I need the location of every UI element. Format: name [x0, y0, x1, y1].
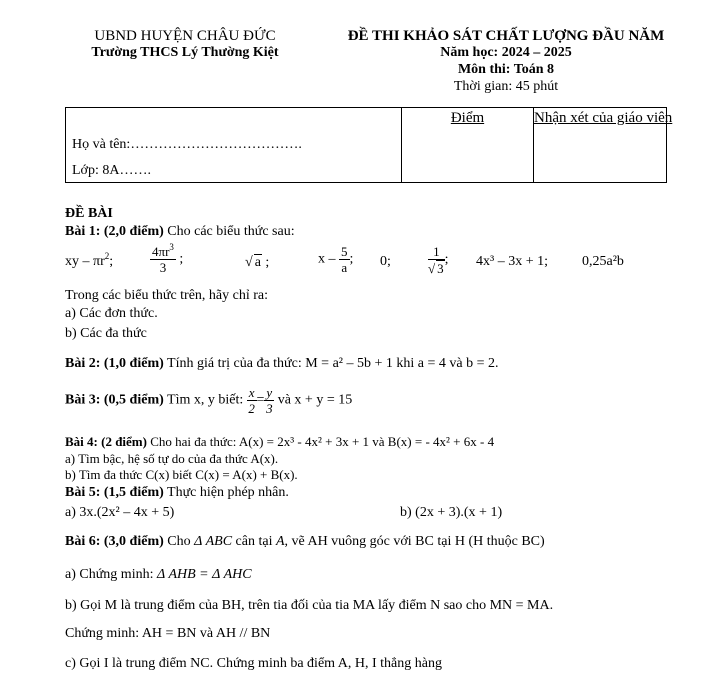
exam-title: ĐỀ THI KHẢO SÁT CHẤT LƯỢNG ĐẦU NĂM	[347, 28, 665, 44]
duration: Thời gian: 45 phút	[453, 79, 559, 94]
bai1-points: : (2,0 điểm)	[95, 224, 164, 239]
bai6-part-c: c) Gọi I là trung điểm NC. Chứng minh ba điểm A, H, I thẳng hàng	[65, 656, 442, 671]
student-info-table	[65, 107, 673, 183]
bai1-expr1: xy – $\pi r^2$;	[65, 251, 114, 269]
bai2-label: Bài 2	[65, 356, 96, 371]
bai6-label: Bài 6	[65, 534, 96, 549]
student-info-cell	[66, 108, 402, 183]
bai5-part-b: b) (2x + 3).(x + 1)	[400, 505, 503, 520]
bai2-text: Tính giá trị của đa thức: M = a² – 5b + 1 khi a = 4 và b = 2.	[163, 356, 499, 371]
bai1-expr5: 0;	[380, 254, 391, 269]
bai1-expr7: 4x³ – 3x + 1;	[476, 254, 548, 269]
bai1-expr2: $\frac{4\pi r^3}{3}$ ;	[152, 242, 184, 275]
bai6-part-b: b) Gọi M là trung điểm của BH, trên tia đối của tia MA lấy điểm N sao cho MN = MA.	[65, 598, 554, 613]
score-header: Điểm	[450, 110, 485, 126]
bai2-points: : (1,0 điểm)	[95, 356, 164, 371]
bai1-expr8: 0,25a²b	[582, 254, 624, 269]
school-year: Năm học: 2024 – 2025	[440, 45, 572, 60]
bai6-part-b2: Chứng minh: AH = BN và AH // BN	[65, 626, 271, 641]
bai6-points: : (3,0 điểm)	[95, 534, 164, 549]
bai1-text: Cho các biểu thức sau:	[163, 224, 295, 239]
bai6-part-a: a) Chứng minh: Δ AHB = Δ AHC	[65, 567, 252, 582]
bai1-expr6: $\frac{1}{√ 3}$ ;	[428, 244, 449, 276]
school-name: Trường THCS Lý Thường Kiệt	[91, 45, 279, 60]
bai5-text: Thực hiện phép nhân.	[163, 485, 289, 500]
bai1-heading	[65, 224, 295, 240]
section-title: ĐỀ BÀI	[65, 206, 113, 221]
school-authority: UBND HUYỆN CHÂU ĐỨC	[94, 28, 276, 44]
bai4-text: Cho hai đa thức: A(x) = 2x³ - 4x² + 3x + 1 và B(x) = - 4x² + 6x - 4	[146, 434, 495, 449]
bai3-text: Tìm x, y biết:	[163, 392, 244, 408]
bai6: Bài 6: (3,0 điểm) Cho Δ ABC cân tại A, vẽ AH vuông góc với BC tại H (H thuộc BC)	[65, 534, 545, 549]
comment-cell	[534, 108, 673, 183]
bai5-label: Bài 5: (1,5 điểm)	[65, 485, 164, 500]
comment-header: Nhận xét của giáo viên	[534, 110, 673, 126]
bai1-question: Trong các biểu thức trên, hãy chỉ ra:	[65, 288, 269, 303]
bai4-part-a: a) Tìm bậc, hệ số tự do của đa thức A(x).	[65, 451, 279, 466]
subject: Môn thi: Toán 8	[457, 62, 555, 77]
bai3-tail: và x + y = 15	[277, 392, 353, 408]
score-cell	[402, 108, 534, 183]
bai4-label: Bài 4: (2 điểm)	[65, 434, 147, 449]
bai5-part-a: a) 3x.(2x² – 4x + 5)	[65, 505, 175, 520]
bai1-expr3: √ a ;	[245, 255, 270, 270]
bai1-expr4: x – $\frac{5}{a}$ ;	[318, 244, 354, 275]
bai1-part-a: a) Các đơn thức.	[65, 306, 158, 321]
bai3: Bài 3: (0,5 điểm) Tìm x, y biết: $\frac{x}{2}$ = $\frac{y}{3}$ và x + y = 15	[65, 385, 353, 416]
bai4-part-b: b) Tìm đa thức C(x) biết C(x) = A(x) + B(x).	[65, 467, 298, 482]
name-field: Họ và tên:……………………………….	[72, 137, 302, 152]
bai3-label: Bài 3: (0,5 điểm)	[65, 392, 164, 408]
bai1-label: Bài 1	[65, 224, 96, 239]
bai1-part-b: b) Các đa thức	[65, 326, 147, 341]
bai4	[65, 434, 494, 450]
bai5	[65, 485, 289, 501]
bai6-triangle: Δ ABC	[194, 534, 233, 549]
bai2	[65, 356, 499, 372]
class-field: Lớp: 8A…….	[72, 163, 151, 178]
